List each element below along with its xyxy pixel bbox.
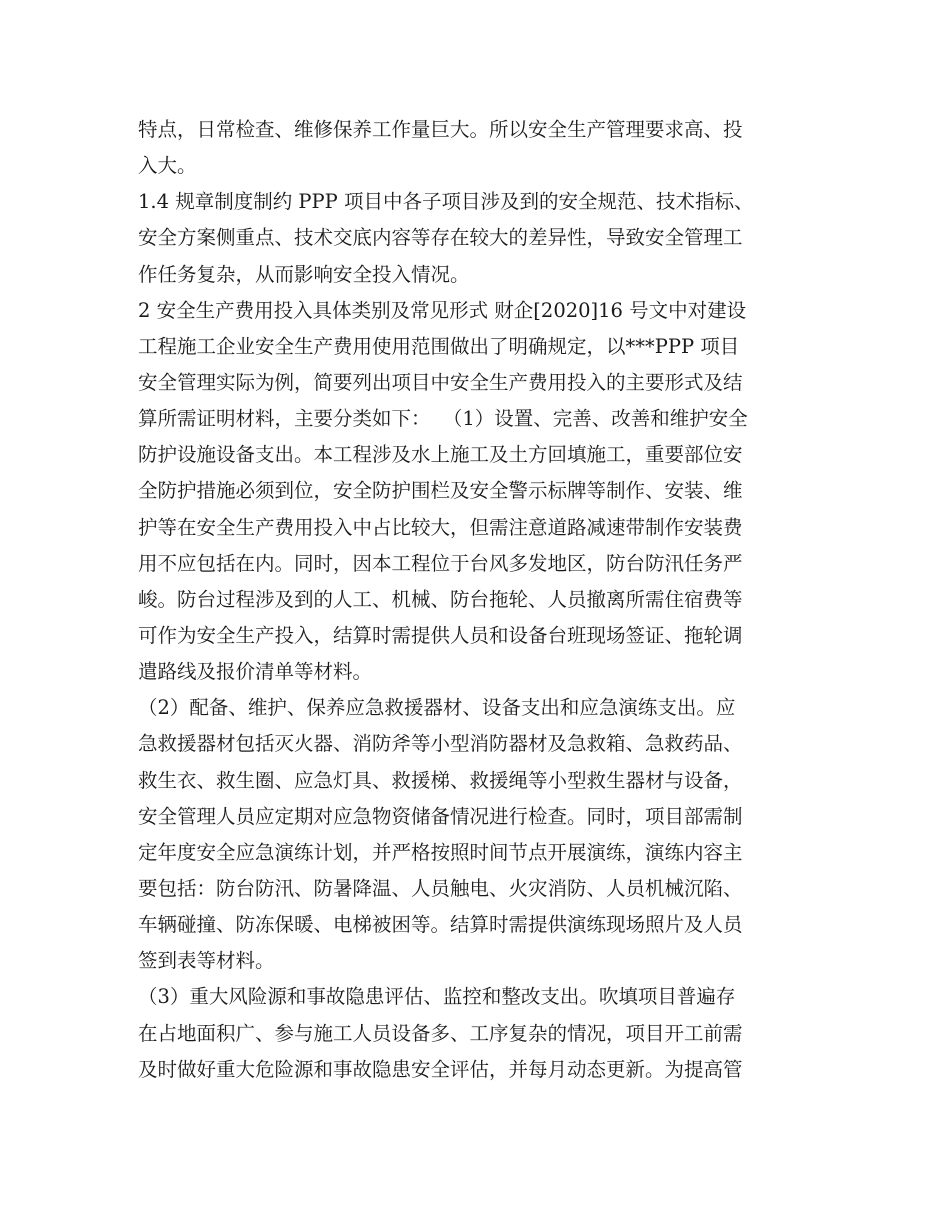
text-line: （2）配备、维护、保养应急救援器材、设备支出和应急演练支出。应 xyxy=(138,696,736,720)
text-line: 安全管理实际为例，简要列出项目中安全生产费用投入的主要形式及结 xyxy=(138,370,743,394)
text-line: 峻。防台过程涉及到的人工、机械、防台拖轮、人员撤离所需住宿费等 xyxy=(138,587,743,611)
text-line: 安全方案侧重点、技术交底内容等存在较大的差异性，导致安全管理工 xyxy=(138,226,743,250)
text-line: 特点，日常检查、维修保养工作量巨大。所以安全生产管理要求高、投 xyxy=(138,118,743,141)
body-text xyxy=(138,112,828,1088)
text-line: 可作为安全生产投入，结算时需提供人员和设备台班现场签证、拖轮调 xyxy=(138,623,743,647)
text-line: 在占地面积广、参与施工人员设备多、工序复杂的情况，项目开工前需 xyxy=(138,1021,743,1045)
text-line: 救生衣、救生圈、应急灯具、救援梯、救援绳等小型救生器材与设备， xyxy=(138,768,743,792)
text-line: 定年度安全应急演练计划，并严格按照时间节点开展演练，演练内容主 xyxy=(138,840,743,864)
text-line: 安全管理人员应定期对应急物资储备情况进行检查。同时，项目部需制 xyxy=(138,804,743,828)
text-line: 算所需证明材料，主要分类如下： （1）设置、完善、改善和维护安全 xyxy=(138,407,748,431)
text-line: 作任务复杂，从而影响安全投入情况。 xyxy=(138,262,470,286)
text-line: 急救援器材包括灭火器、消防斧等小型消防器材及急救箱、急救药品、 xyxy=(138,732,743,756)
text-line: 遣路线及报价清单等材料。 xyxy=(138,660,373,684)
text-line: 签到表等材料。 xyxy=(138,949,275,973)
text-line: 用不应包括在内。同时，因本工程位于台风多发地区，防台防汛任务严 xyxy=(138,551,743,575)
text-line: 要包括：防台防汛、防暑降温、人员触电、火灾消防、人员机械沉陷、 xyxy=(138,876,743,900)
text-line: 车辆碰撞、防冻保暖、电梯被困等。结算时需提供演练现场照片及人员 xyxy=(138,913,743,937)
text-line: 及时做好重大危险源和事故隐患安全评估，并每月动态更新。为提高管 xyxy=(138,1057,743,1081)
text-line: 防护设施设备支出。本工程涉及水上施工及土方回填施工，重要部位安 xyxy=(138,443,743,467)
text-line: 全防护措施必须到位，安全防护围栏及安全警示标牌等制作、安装、维 xyxy=(138,479,743,503)
text-line: 工程施工企业安全生产费用使用范围做出了明确规定，以***PPP 项目 xyxy=(138,334,740,358)
text-line: （3）重大风险源和事故隐患评估、监控和整改支出。吹填项目普遍存 xyxy=(138,985,736,1009)
text-line: 入大。 xyxy=(138,154,197,178)
text-line: 护等在安全生产费用投入中占比较大，但需注意道路减速带制作安装费 xyxy=(138,515,743,539)
text-line: 2 安全生产费用投入具体类别及常见形式 财企[2020]16 号文中对建设 xyxy=(138,298,747,322)
text-line: 1.4 规章制度制约 PPP 项目中各子项目涉及到的安全规范、技术指标、 xyxy=(138,190,754,214)
